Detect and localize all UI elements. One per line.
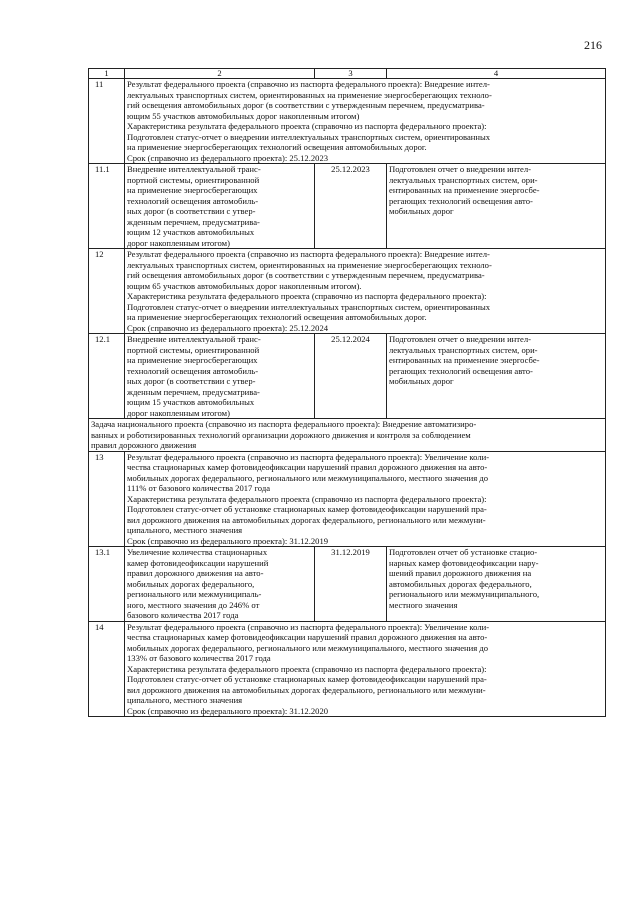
text-line: регионального или межмуниципального, [389,589,540,599]
text-line: Характеристика результата федерального проекта (справочно из паспорта федерального проекта): [127,493,487,504]
table-header-row [89,69,606,79]
control-point-text [125,547,315,622]
text-line: лектуальных транспортных систем, ори- [389,344,538,355]
text-line: на применение энергосберегающих [127,185,258,195]
text-line: ного, местного значения до 246% от [127,599,260,610]
text-line: на применение энергосберегающих [127,355,258,365]
text-line: Внедрение интеллектуальной транс- [127,164,261,174]
text-line: гий освещения автомобильных дорог (в соответствии с утвержденным перечнем, предусматрива- [127,100,485,110]
text-line: лектуальных транспортных систем, ори- [389,174,538,185]
control-point-row [89,334,606,419]
text-line: регающих технологий освещения авто- [389,365,533,376]
text-line: ных дорог (в соответствии с утвер- [127,206,256,216]
text-line: местного значения [389,599,458,610]
text-line: Результат федерального проекта (справочно из паспорта федерального проекта): Внедрение интел- [127,249,490,259]
text-line: автомобильных дорогах федерального, [389,578,532,589]
text-line: Увеличение количества стационарных [127,547,268,557]
text-line: жденным перечнем, предусматрива- [127,386,260,397]
page-number: 216 [584,38,602,52]
text-line: ванных и роботизированных технологий организации дорожного движения и контроля за соблюдением [91,429,471,440]
text-line: регающих технологий освещения авто- [389,195,533,206]
row-number: 13.1 [89,547,125,622]
text-line: ципального, местного значения [127,695,243,705]
row-number: 11.1 [89,164,125,249]
text-line: ных дорог (в соответствии с утвер- [127,376,256,386]
text-line: Характеристика результата федерального проекта (справочно из паспорта федерального проекта): [127,291,487,301]
text-line: вил дорожного движения на автомобильных дорогах федерального, регионального или межмуни- [127,684,486,695]
text-line: Характеристика результата федерального проекта (справочно из паспорта федерального проекта): [127,663,487,674]
row-number: 11 [89,79,125,164]
text-line: мобильных дорогах федерального, регионального или межмуниципального, местного значения до [127,642,489,653]
text-line: Срок (справочно из федерального проекта): 25.12.2023 [127,152,329,163]
text-line: портной системы, ориентированной [127,174,260,185]
result-description [387,164,606,249]
text-line: на применение энергосберегающих технологий освещения автомобильных дорог. [127,312,427,322]
row-number: 12 [89,249,125,334]
control-point-row [89,547,606,622]
result-description [387,547,606,622]
text-line: регионального или межмуниципаль- [127,589,262,599]
text-line: Подготовлен отчет о внедрении интел- [389,164,531,174]
text-line: правил дорожного движения на авто- [127,568,264,578]
text-line: Подготовлен отчет об установке стацио- [389,547,538,557]
text-line: чества стационарных камер фотовидеофиксации нарушений правил дорожного движения на авто- [127,462,488,472]
column-header: 1 [89,69,125,79]
row-number: 12.1 [89,334,125,419]
deadline-date: 31.12.2019 [315,547,387,622]
text-line: 133% от базового количества 2017 года [127,653,271,663]
text-line: портной системы, ориентированной [127,344,260,355]
text-line: мобильных дорог [389,376,454,386]
deadline-date: 25.12.2023 [315,164,387,249]
text-line: ющим 15 участков автомобильных [127,397,255,407]
text-line: Результат федерального проекта (справочно из паспорта федерального проекта): Увеличение коли- [127,451,490,462]
text-line: ющим 65 участков автомобильных дорог накопленным итогом). [127,280,362,291]
text-line: ющим 12 участков автомобильных [127,227,255,237]
text-line: Задача национального проекта (справочно из паспорта федерального проекта): Внедрение автоматизиро- [91,419,477,429]
deadline-date: 25.12.2024 [315,334,387,419]
result-description [387,334,606,419]
text-line: дорог накопленным итогом) [127,407,230,418]
text-line: Подготовлен статус-отчет об установке стационарных камер фотовидеофиксации нарушений пра- [127,504,487,514]
result-text [125,451,606,547]
column-header: 3 [315,69,387,79]
text-line: ющим 55 участков автомобильных дорог накопленным итогом) [127,110,360,121]
text-line: базового количества 2017 года [127,610,239,620]
text-line: Подготовлен статус-отчет о внедрении интеллектуальных транспортных систем, ориентированных [127,131,491,142]
text-line: шений правил дорожного движения на [389,568,532,578]
control-point-text [125,164,315,249]
text-line: мобильных дорогах федерального, [127,578,255,589]
task-text [89,419,606,452]
text-line: камер фотовидеофиксации нарушений [127,557,269,568]
text-line: Подготовлен статус-отчет о внедрении интеллектуальных транспортных систем, ориентированных [127,301,491,312]
result-row [89,249,606,334]
control-point-row [89,164,606,249]
text-line: Внедрение интеллектуальной транс- [127,334,261,344]
text-line: Подготовлен статус-отчет об установке стационарных камер фотовидеофиксации нарушений пра- [127,674,487,684]
document-table [88,68,606,717]
text-line: нарных камер фотовидеофиксации нару- [389,557,539,568]
text-line: технологий освещения автомобиль- [127,195,259,206]
text-line: Результат федерального проекта (справочно из паспорта федерального проекта): Внедрение интел- [127,79,490,89]
result-text [125,249,606,334]
text-line: ентированных на применение энергосбе- [389,355,540,365]
text-line: Результат федерального проекта (справочно из паспорта федерального проекта): Увеличение коли- [127,621,490,632]
row-number: 13 [89,451,125,547]
result-row [89,79,606,164]
text-line: Подготовлен отчет о внедрении интел- [389,334,531,344]
text-line: мобильных дорог [389,206,454,216]
text-line: Срок (справочно из федерального проекта): 25.12.2024 [127,322,329,333]
row-number: 14 [89,621,125,717]
column-header: 4 [387,69,606,79]
result-text [125,79,606,164]
text-line: гий освещения автомобильных дорог (в соответствии с утвержденным перечнем, предусматрива- [127,270,485,280]
text-line: лектуальных транспортных систем, ориентированных на применение энергосберегающих техноло- [127,89,492,100]
text-line: правил дорожного движения [91,440,197,450]
text-line: дорог накопленным итогом) [127,237,230,248]
result-row [89,621,606,717]
text-line: Срок (справочно из федерального проекта): 31.12.2020 [127,705,329,716]
column-header: 2 [125,69,315,79]
task-row [89,419,606,452]
text-line: вил дорожного движения на автомобильных дорогах федерального, регионального или межмуни- [127,514,486,525]
control-point-text [125,334,315,419]
text-line: технологий освещения автомобиль- [127,365,259,376]
text-line: Срок (справочно из федерального проекта): 31.12.2019 [127,535,329,546]
text-line: чества стационарных камер фотовидеофиксации нарушений правил дорожного движения на авто- [127,632,488,642]
result-text [125,621,606,717]
text-line: ентированных на применение энергосбе- [389,185,540,195]
text-line: 111% от базового количества 2017 года [127,483,271,493]
result-row [89,451,606,547]
text-line: Характеристика результата федерального проекта (справочно из паспорта федерального проекта): [127,121,487,131]
text-line: лектуальных транспортных систем, ориентированных на применение энергосберегающих техноло- [127,259,492,270]
text-line: жденным перечнем, предусматрива- [127,216,260,227]
text-line: мобильных дорогах федерального, регионального или межмуниципального, местного значения до [127,472,489,483]
text-line: на применение энергосберегающих технологий освещения автомобильных дорог. [127,142,427,152]
text-line: ципального, местного значения [127,525,243,535]
